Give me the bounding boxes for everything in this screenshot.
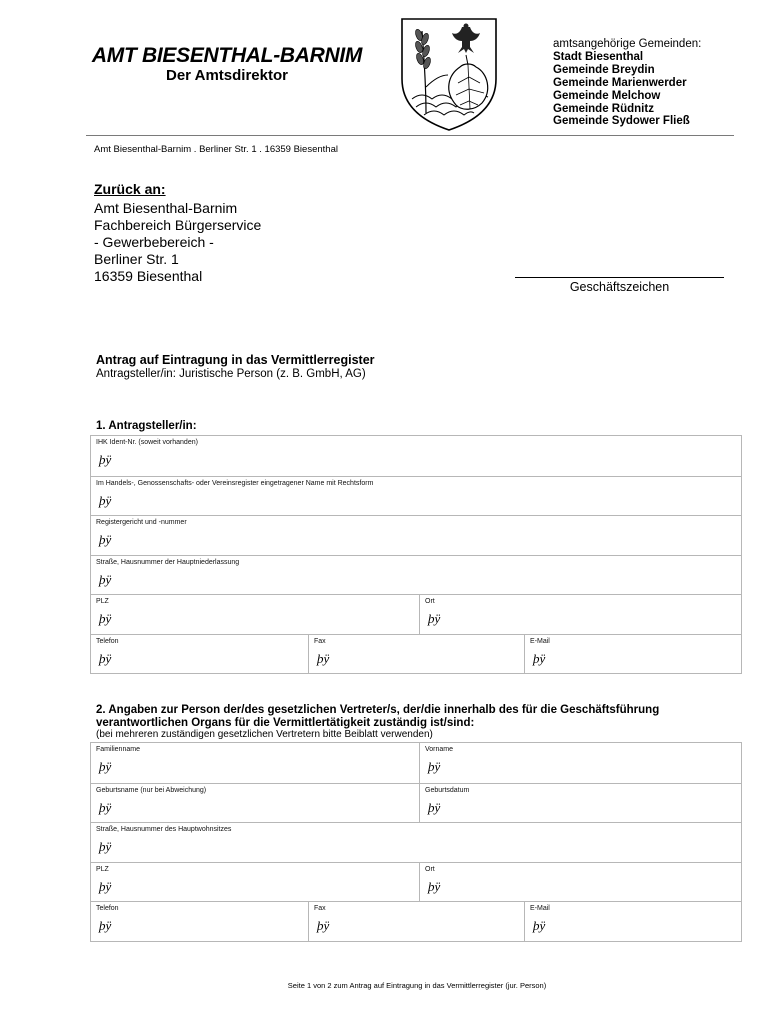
field-label: Ort	[425, 598, 435, 605]
member-item: Gemeinde Marienwerder	[553, 76, 687, 89]
register-court-field[interactable]	[91, 516, 741, 555]
field-label: IHK Ident-Nr. (soweit vorhanden)	[96, 439, 198, 446]
field-label: Straße, Hausnummer der Hauptniederlassung	[96, 558, 240, 566]
field-label: Ort	[425, 865, 435, 873]
residence-street-field[interactable]	[91, 823, 741, 862]
field-label: Im Handels-, Genossenschafts- oder Vereinsregister eingetragener Name mit Rechtsform	[96, 479, 374, 487]
ihk-field[interactable]	[91, 436, 741, 476]
address-line: Amt Biesenthal-Barnim	[94, 200, 238, 216]
member-municipalities	[553, 38, 701, 128]
plz-field[interactable]	[91, 595, 419, 634]
fax-field[interactable]	[308, 902, 524, 941]
address-line: 16359 Biesenthal	[94, 268, 203, 284]
field-value[interactable]: þÿ	[99, 799, 112, 815]
member-item: Stadt Biesenthal	[553, 50, 644, 63]
section1-heading: 1. Antragsteller/in:	[96, 420, 197, 432]
field-value[interactable]: þÿ	[99, 571, 112, 587]
field-value[interactable]: þÿ	[533, 918, 546, 933]
field-label: E-Mail	[530, 905, 550, 912]
field-value[interactable]: þÿ	[99, 532, 112, 547]
field-label: Straße, Hausnummer des Hauptwohnsitzes	[96, 826, 232, 833]
member-item: Gemeinde Rüdnitz	[553, 102, 654, 115]
field-value[interactable]: þÿ	[428, 799, 441, 815]
firstname-field[interactable]	[419, 743, 741, 783]
sender-line: Amt Biesenthal-Barnim . Berliner Str. 1 . 16359 Biesenthal	[94, 144, 338, 155]
fax-field[interactable]	[308, 635, 524, 674]
field-label: Telefon	[96, 637, 119, 645]
field-label: Familienname	[96, 746, 140, 753]
field-value[interactable]: þÿ	[99, 918, 112, 933]
return-heading: Zurück an:	[94, 181, 166, 197]
field-value[interactable]: þÿ	[99, 492, 112, 508]
register-name-field[interactable]	[91, 477, 741, 516]
coat-of-arms-icon	[400, 17, 498, 132]
field-value[interactable]: þÿ	[99, 839, 112, 854]
field-value[interactable]: þÿ	[99, 650, 112, 666]
field-label: Fax	[314, 637, 326, 645]
address-line: Fachbereich Bürgerservice	[94, 217, 262, 233]
reference-label: Geschäftszeichen	[569, 280, 670, 294]
surname-field[interactable]	[91, 743, 419, 783]
field-value[interactable]: þÿ	[99, 878, 112, 894]
field-label: PLZ	[96, 598, 109, 605]
field-value[interactable]: þÿ	[317, 650, 330, 666]
field-label: Vorname	[425, 746, 454, 753]
birthdate-field[interactable]	[419, 784, 741, 823]
org-subtitle: Der Amtsdirektor	[166, 67, 288, 84]
field-label: PLZ	[96, 865, 109, 873]
header-divider	[86, 135, 734, 136]
plz-field[interactable]	[91, 863, 419, 902]
phone-field[interactable]	[91, 902, 308, 941]
address-line: Berliner Str. 1	[94, 251, 179, 267]
field-label: E-Mail	[530, 637, 550, 645]
field-value[interactable]: þÿ	[533, 650, 546, 666]
field-label: Registergericht und -nummer	[96, 519, 187, 526]
field-value[interactable]: þÿ	[99, 452, 112, 467]
form-subtitle: Antragsteller/in: Juristische Person (z. B. GmbH, AG)	[96, 368, 366, 380]
page-footer: Seite 1 von 2 zum Antrag auf Eintragung in das Vermittlerregister (jur. Person)	[287, 981, 547, 990]
section2-heading: 2. Angaben zur Person der/des gesetzlichen Vertreter/s, der/die innerhalb des für die Geschäftsführung verantwortlichen Organs für die Vermittlertätigkeit zuständig ist/sind:	[96, 704, 660, 729]
field-label: Fax	[314, 905, 326, 912]
street-field[interactable]	[91, 556, 741, 595]
section2-form	[90, 742, 742, 942]
field-label: Geburtsdatum	[425, 786, 470, 794]
email-field[interactable]	[524, 635, 741, 674]
field-value[interactable]: þÿ	[428, 878, 441, 894]
ort-field[interactable]	[419, 595, 741, 634]
field-value[interactable]: þÿ	[99, 611, 112, 626]
section2-note: (bei mehreren zuständigen gesetzlichen Vertretern bitte Beiblatt verwenden)	[96, 729, 433, 740]
field-value[interactable]: þÿ	[428, 611, 441, 626]
ort-field[interactable]	[419, 863, 741, 902]
members-intro: amtsangehörige Gemeinden:	[553, 38, 702, 50]
member-item: Gemeinde Breydin	[553, 63, 655, 76]
reference-input-line[interactable]	[515, 277, 724, 278]
field-value[interactable]: þÿ	[428, 759, 441, 774]
birthname-field[interactable]	[91, 784, 419, 823]
member-item: Gemeinde Melchow	[553, 89, 661, 102]
return-address	[94, 200, 261, 285]
field-value[interactable]: þÿ	[99, 759, 112, 774]
field-label: Geburtsname (nur bei Abweichung)	[96, 786, 207, 794]
address-line: - Gewerbebereich -	[94, 234, 214, 250]
phone-field[interactable]	[91, 635, 308, 674]
section1-form	[90, 435, 742, 674]
member-item: Gemeinde Sydower Fließ	[553, 115, 690, 128]
field-value[interactable]: þÿ	[317, 918, 330, 933]
email-field[interactable]	[524, 902, 741, 941]
org-title: AMT BIESENTHAL-BARNIM	[91, 44, 363, 67]
field-label: Telefon	[96, 905, 119, 912]
form-title: Antrag auf Eintragung in das Vermittlerregister	[96, 353, 375, 367]
